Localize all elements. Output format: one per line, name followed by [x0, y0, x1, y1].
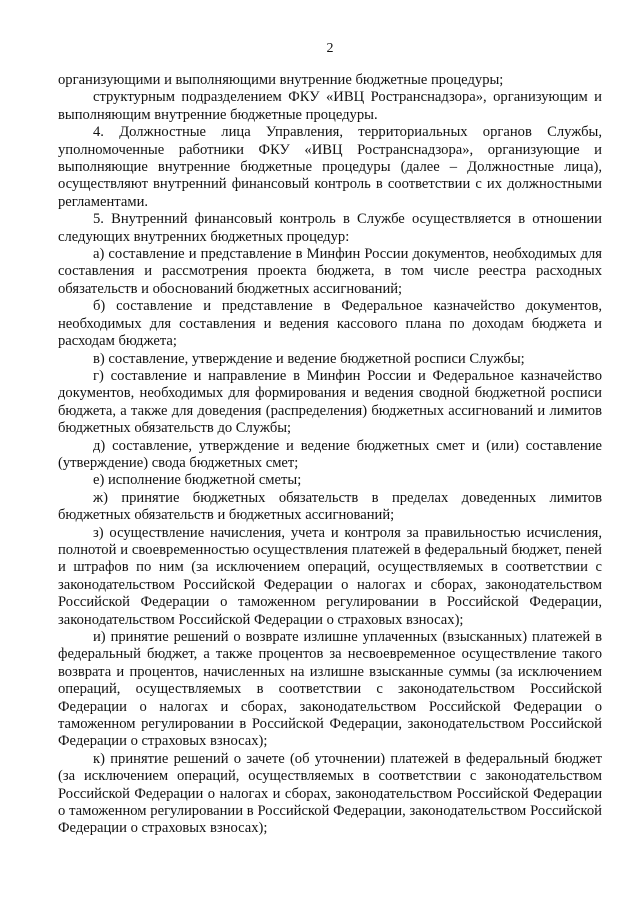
page-number: 2 [326, 41, 334, 56]
paragraph-continuation: организующими и выполняющими внутренние бюджетные процедуры; [58, 72, 504, 88]
list-item-zh: ж) принятие бюджетных обязательств в пределах доведенных лимитов бюджетных обязательств и бюджетных ассигнований; [58, 489, 602, 524]
list-item-k: к) принятие решений о зачете (об уточнении) платежей в федеральный бюджет (за исключением операций, осуществляемых в соответствии с законодательством Российской Федерации о налогах и сборах, законодательством Российской Федерации о таможенном регулировании в Российской Федерации, законодательством Российской Федерации о страховых взносах); [58, 750, 602, 837]
paragraph-item-5: 5. Внутренний финансовый контроль в Службе осуществляется в отношении следующих внутренних бюджетных процедур: [58, 211, 602, 245]
paragraph-item-4: 4. Должностные лица Управления, территориальных органов Службы, уполномоченные работники ФКУ «ИВЦ Ространснадзора», организующие и выполняющие внутренние бюджетные процедуры (далее – Должностные лица), осуществляют внутренний финансовый контроль в соответствии с их должностными регламентами. [58, 124, 602, 210]
list-item-e: е) исполнение бюджетной сметы; [93, 472, 302, 489]
document-body [58, 72, 602, 838]
list-item-g: г) составление и направление в Минфин России и Федеральное казначейство документов, необходимых для формирования и ведения сводной бюджетной росписи бюджета, а также для доведения (распределения) бюджетных ассигнований и лимитов бюджетных обязательств до Службы; [58, 367, 602, 437]
list-item-i: и) принятие решений о возврате излишне уплаченных (взысканных) платежей в федеральный бюджет, а также процентов за несвоевременное осуществление такого возврата и процентов, начисленных на излишне взысканные суммы (за исключением операций, осуществляемых в соответствии с законодательством Российской Федерации о налогах и сборах, законодательством Российской Федерации о таможенном регулировании в Российской Федерации, законодательством Российской Федерации о страховых взносах); [58, 629, 602, 750]
list-item-z: з) осуществление начисления, учета и контроля за правильностью исчисления, полнотой и своевременностью осуществления платежей в федеральный бюджет, пеней и штрафов по ним (за исключением операций, осуществляемых в соответствии с законодательством Российской Федерации о налогах и сборах, законодательством Российской Федерации о таможенном регулировании в Российской Федерации, законодательством Российской Федерации о страховых взносах); [58, 524, 602, 628]
list-item-b: б) составление и представление в Федеральное казначейство документов, необходимых для составления и ведения кассового плана по доходам бюджета и расходам бюджета; [58, 298, 602, 350]
paragraph-ivc-unit: структурным подразделением ФКУ «ИВЦ Ространснадзора», организующим и выполняющим внутренние бюджетные процедуры. [58, 89, 602, 123]
list-item-a: а) составление и представление в Минфин России документов, необходимых для составления и рассмотрения проекта бюджета, в том числе реестра расходных обязательств и обоснований бюджетных ассигнований; [58, 246, 602, 297]
list-item-d: д) составление, утверждение и ведение бюджетных смет и (или) составление (утверждение) свода бюджетных смет; [58, 437, 602, 471]
list-item-v: в) составление, утверждение и ведение бюджетной росписи Службы; [93, 350, 525, 367]
